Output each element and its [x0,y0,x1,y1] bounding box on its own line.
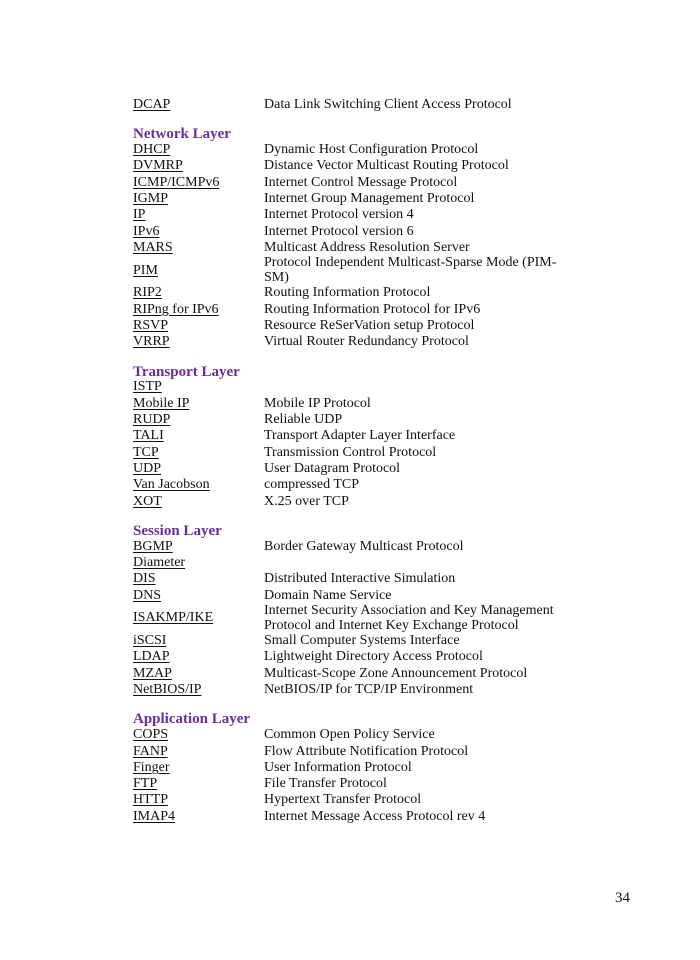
protocol-description: Virtual Router Redundancy Protocol [264,334,469,350]
protocol-section [133,126,573,350]
protocol-link[interactable]: COPS [133,727,169,743]
protocol-link[interactable]: Mobile IP [133,395,190,411]
protocol-link[interactable]: PIM [133,262,158,278]
protocol-description: Multicast-Scope Zone Announcement Protocol [264,665,528,681]
protocol-row [133,191,573,207]
protocol-row [133,477,573,493]
protocol-row [133,494,573,510]
protocol-section [133,364,573,510]
protocol-row [133,97,573,113]
protocol-description: Internet Protocol version 6 [264,223,414,239]
protocol-link[interactable]: RSVP [133,317,169,333]
protocol-description: Internet Group Management Protocol [264,191,475,207]
protocol-row [133,793,573,809]
protocol-description: Protocol Independent Multicast-Sparse Mode (PIM-SM) [264,255,557,285]
protocol-row [133,776,573,792]
protocol-description: Multicast Address Resolution Server [264,239,470,255]
protocol-section [133,711,573,825]
protocol-link[interactable]: Finger [133,759,170,775]
protocol-description: Data Link Switching Client Access Protocol [264,96,512,112]
protocol-description: Common Open Policy Service [264,727,435,743]
protocol-row [133,809,573,825]
protocol-row [133,633,573,649]
protocol-link[interactable]: MARS [133,239,173,255]
protocol-link[interactable]: iSCSI [133,633,167,649]
protocol-row [133,539,573,555]
protocol-row [133,727,573,743]
protocol-row [133,302,573,318]
protocol-row [133,396,573,412]
protocol-description: Border Gateway Multicast Protocol [264,538,464,554]
protocol-description: compressed TCP [264,477,360,493]
protocol-link[interactable]: TCP [133,444,159,460]
protocol-description: Small Computer Systems Interface [264,633,460,649]
protocol-row [133,142,573,158]
protocol-description: Internet Message Access Protocol rev 4 [264,808,486,824]
protocol-description: NetBIOS/IP for TCP/IP Environment [264,681,474,697]
protocol-description: Internet Security Association and Key Management Protocol and Internet Key Exchange Protocol [264,603,554,633]
protocol-description: Resource ReSerVation setup Protocol [264,317,475,333]
protocol-link[interactable]: FTP [133,776,158,792]
protocol-link[interactable]: UDP [133,460,162,476]
protocol-link[interactable]: LDAP [133,649,170,665]
protocol-row [133,334,573,350]
protocol-link[interactable]: IPv6 [133,223,160,239]
protocol-link[interactable]: NetBIOS/IP [133,681,202,697]
protocol-list [133,97,573,838]
protocol-link[interactable]: TALI [133,428,164,444]
protocol-row [133,207,573,223]
protocol-description: Mobile IP Protocol [264,395,371,411]
protocol-section [133,97,573,113]
protocol-description: Transport Adapter Layer Interface [264,428,456,444]
protocol-description: Lightweight Directory Access Protocol [264,649,483,665]
protocol-link[interactable]: FANP [133,743,168,759]
protocol-link[interactable]: IMAP4 [133,808,176,824]
protocol-description: File Transfer Protocol [264,776,387,792]
protocol-row [133,285,573,301]
protocol-description: X.25 over TCP [264,493,349,509]
protocol-row [133,445,573,461]
protocol-link[interactable]: Van Jacobson [133,477,210,493]
protocol-link[interactable]: RIPng for IPv6 [133,301,219,317]
protocol-description: Reliable UDP [264,412,343,428]
section-heading: Transport Layer [133,363,240,380]
protocol-link[interactable]: DNS [133,587,162,603]
protocol-row [133,682,573,698]
protocol-description: Internet Control Message Protocol [264,174,458,190]
section-heading: Application Layer [133,711,251,728]
protocol-row [133,744,573,760]
protocol-link[interactable]: RUDP [133,412,171,428]
protocol-description: Distributed Interactive Simulation [264,571,456,587]
protocol-description: Distance Vector Multicast Routing Protocol [264,158,509,174]
protocol-row [133,175,573,191]
protocol-row [133,412,573,428]
protocol-link[interactable]: IGMP [133,191,169,207]
protocol-description: Flow Attribute Notification Protocol [264,743,469,759]
protocol-row [133,461,573,477]
protocol-row [133,428,573,444]
protocol-row [133,380,573,396]
protocol-row [133,666,573,682]
protocol-link[interactable]: ICMP/ICMPv6 [133,174,220,190]
protocol-description: Transmission Control Protocol [264,444,437,460]
protocol-row [133,760,573,776]
protocol-row [133,159,573,175]
protocol-row [133,604,573,633]
protocol-row [133,240,573,256]
protocol-link[interactable]: MZAP [133,665,172,681]
protocol-section [133,523,573,698]
protocol-description: Routing Information Protocol [264,285,431,301]
protocol-link[interactable]: Diameter [133,555,186,571]
protocol-row [133,224,573,240]
protocol-link[interactable]: IP [133,207,146,223]
protocol-description: Routing Information Protocol for IPv6 [264,301,481,317]
protocol-link[interactable]: DCAP [133,96,171,112]
protocol-description: Domain Name Service [264,587,392,603]
protocol-link[interactable]: ISTP [133,379,162,395]
protocol-link[interactable]: VRRP [133,334,170,350]
protocol-link[interactable]: BGMP [133,538,173,554]
protocol-row [133,649,573,665]
protocol-link[interactable]: DVMRP [133,158,183,174]
protocol-link[interactable]: RIP2 [133,285,162,301]
protocol-link[interactable]: ISAKMP/IKE [133,610,214,626]
section-heading: Network Layer [133,126,231,143]
protocol-link[interactable]: HTTP [133,792,168,808]
protocol-link[interactable]: XOT [133,493,162,509]
protocol-link[interactable]: DHCP [133,142,171,158]
protocol-description: User Information Protocol [264,759,412,775]
protocol-description: User Datagram Protocol [264,460,401,476]
section-heading: Session Layer [133,522,222,539]
protocol-row [133,588,573,604]
page-number: 34 [615,890,630,906]
protocol-link[interactable]: DIS [133,571,156,587]
protocol-description: Dynamic Host Configuration Protocol [264,142,479,158]
protocol-description: Hypertext Transfer Protocol [264,792,422,808]
protocol-row [133,555,573,571]
protocol-row [133,572,573,588]
protocol-row [133,256,573,285]
protocol-description: Internet Protocol version 4 [264,207,414,223]
protocol-row [133,318,573,334]
